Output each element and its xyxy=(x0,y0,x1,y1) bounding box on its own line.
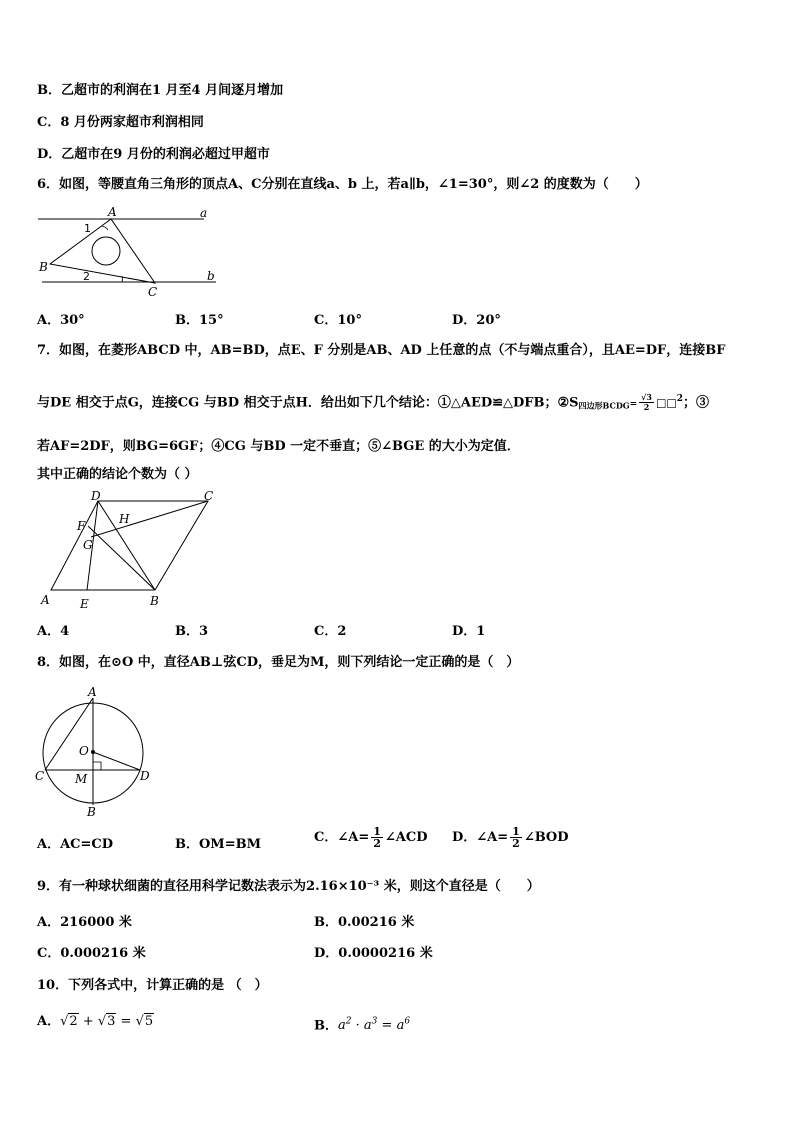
q8-label-D: D xyxy=(140,769,150,783)
q10-option-b-expression: $a^2 \cdot a^3 = a^6$ xyxy=(338,1017,411,1034)
q7-rhombus xyxy=(51,501,208,590)
q8-label-A: A xyxy=(88,685,97,699)
q7-fraction-numerator: √3 xyxy=(641,392,652,403)
q7-option-b: B．3 xyxy=(175,624,209,639)
q9-option-b: B．0.00216 米 xyxy=(314,915,415,930)
q5-option-d: D．乙超市在9 月份的利润必超过甲超市 xyxy=(37,147,270,162)
q8-option-d-numerator: 1 xyxy=(512,825,520,838)
q8-label-C: C xyxy=(35,769,45,783)
q7-segment-bf xyxy=(88,526,155,590)
q5-option-c: C．8 月份两家超市利润相同 xyxy=(37,115,204,130)
q7-label-D: D xyxy=(91,489,101,503)
q7-label-G: G xyxy=(83,538,93,552)
q8-option-c-suffix: ∠ACD xyxy=(384,830,428,845)
q8-label-B: B xyxy=(87,805,96,818)
q7-missing-glyphs: □□ xyxy=(655,396,677,410)
q8-label-O: O xyxy=(79,744,89,758)
q6-angle1-arc xyxy=(102,226,108,230)
q7-fraction xyxy=(639,393,654,412)
q10-base-2: a xyxy=(363,1018,372,1034)
q6-label-B: B xyxy=(39,260,48,274)
q7-option-d: D．1 xyxy=(452,624,486,639)
q6-stem: 6．如图，等腰直角三角形的顶点A、C分别在直线a、b 上，若a∥b，∠1=30°，则∠2 的度数为（ ） xyxy=(37,177,648,192)
q10-stem: 10．下列各式中，计算正确的是 （ ） xyxy=(37,978,268,993)
q7-equals: = xyxy=(629,399,638,410)
q6-option-a: A．30° xyxy=(37,313,85,328)
q10-base-3: a xyxy=(396,1018,405,1034)
q7-stem-line1: 7．如图，在菱形ABCD 中，AB=BD，点E、F 分别是AB、AD 上任意的点（不与端点重合），且AE=DF，连接BF xyxy=(37,343,726,358)
q6-label-2: 2 xyxy=(83,270,90,283)
q6-label-b: b xyxy=(207,269,215,283)
q8-option-d-prefix: D．∠A= xyxy=(452,830,509,845)
q7-stem-line2 xyxy=(37,390,709,414)
q10-option-b-prefix: B． xyxy=(314,1018,338,1034)
q8-option-c-fraction xyxy=(371,826,383,849)
q7-stem-line4: 其中正确的结论个数为（ ） xyxy=(37,467,198,482)
q10-option-a-prefix: A． xyxy=(37,1014,61,1029)
q9-option-d: D．0.0000216 米 xyxy=(314,946,433,961)
q6-triangle xyxy=(50,219,155,283)
q8-option-c-numerator: 1 xyxy=(373,825,381,838)
q7-stem-line2-end: ；③ xyxy=(683,395,710,411)
q9-option-c: C．0.000216 米 xyxy=(37,946,146,961)
q8-center-dot xyxy=(91,750,95,754)
q9-stem: 9．有一种球状细菌的直径用科学记数法表示为2.16×10⁻³ 米，则这个直径是（ ） xyxy=(37,879,540,894)
q9-option-a: A．216000 米 xyxy=(37,915,132,930)
q8-segment-od xyxy=(93,752,140,770)
q8-option-d-fraction xyxy=(510,826,522,849)
q8-option-d xyxy=(452,826,569,849)
q7-label-E: E xyxy=(80,597,89,611)
q10-option-a-expression: √2 + √3 = √5 xyxy=(60,1014,154,1029)
q6-inner-circle xyxy=(92,237,120,265)
q7-fraction-denominator: 2 xyxy=(643,402,650,413)
q7-label-A: A xyxy=(41,593,50,607)
q6-option-c: C．10° xyxy=(314,313,362,328)
q6-label-1: 1 xyxy=(84,222,91,235)
q8-label-M: M xyxy=(75,772,88,786)
q10-option-a xyxy=(37,1013,154,1031)
q10-radicand-2: 3 xyxy=(107,1014,116,1029)
q6-label-C: C xyxy=(148,285,158,299)
q7-segment-cg xyxy=(91,501,208,537)
q8-option-b: B．OM=BM xyxy=(175,837,261,852)
q8-option-c-prefix: C．∠A= xyxy=(314,830,370,845)
q10-radicand-3: 5 xyxy=(144,1014,154,1029)
q7-area-subscript: 四边形BCDG xyxy=(578,400,630,411)
q10-exp-1: 2 xyxy=(345,1017,352,1027)
q8-figure xyxy=(33,684,158,818)
q8-option-c-denominator: 2 xyxy=(373,837,381,850)
q7-option-c: C．2 xyxy=(314,624,347,639)
q6-option-d: D．20° xyxy=(452,313,501,328)
q7-stem-line3: 若AF=2DF，则BG=6GF；④CG 与BD 一定不垂直；⑤∠BGE 的大小为定值． xyxy=(37,439,520,454)
q6-option-b: B．15° xyxy=(175,313,224,328)
q6-label-A: A xyxy=(108,205,117,219)
q8-right-angle-mark xyxy=(93,762,101,770)
q8-option-d-suffix: ∠BOD xyxy=(523,830,569,845)
q7-option-a: A．4 xyxy=(37,624,70,639)
q7-stem-line2-text: 与DE 相交于点G，连接CG 与BD 相交于点H．给出如下几个结论：①△AED≌△DFB；②S xyxy=(37,395,579,411)
q8-stem: 8．如图，在⊙O 中，直径AB⊥弦CD，垂足为M，则下列结论一定正确的是（ ） xyxy=(37,655,520,670)
q7-label-H: H xyxy=(119,512,130,526)
q6-figure xyxy=(36,204,226,300)
q7-figure xyxy=(36,488,226,614)
q8-option-a: A．AC=CD xyxy=(37,837,114,852)
q6-label-a: a xyxy=(200,206,208,220)
q7-label-F: F xyxy=(77,519,86,533)
q5-option-b: B．乙超市的利润在1 月至4 月间逐月增加 xyxy=(37,83,284,98)
q10-exp-2: 3 xyxy=(371,1017,378,1027)
q8-option-c xyxy=(314,826,427,849)
q10-exp-3: 6 xyxy=(404,1017,411,1027)
q8-option-d-denominator: 2 xyxy=(512,837,520,850)
q7-label-B: B xyxy=(150,594,159,608)
q10-option-b xyxy=(314,1013,410,1035)
q10-radicand-1: 2 xyxy=(69,1014,78,1029)
q10-base-1: a xyxy=(338,1018,346,1034)
q7-label-C: C xyxy=(204,489,214,503)
q7-square-exponent: 2 xyxy=(676,394,684,404)
